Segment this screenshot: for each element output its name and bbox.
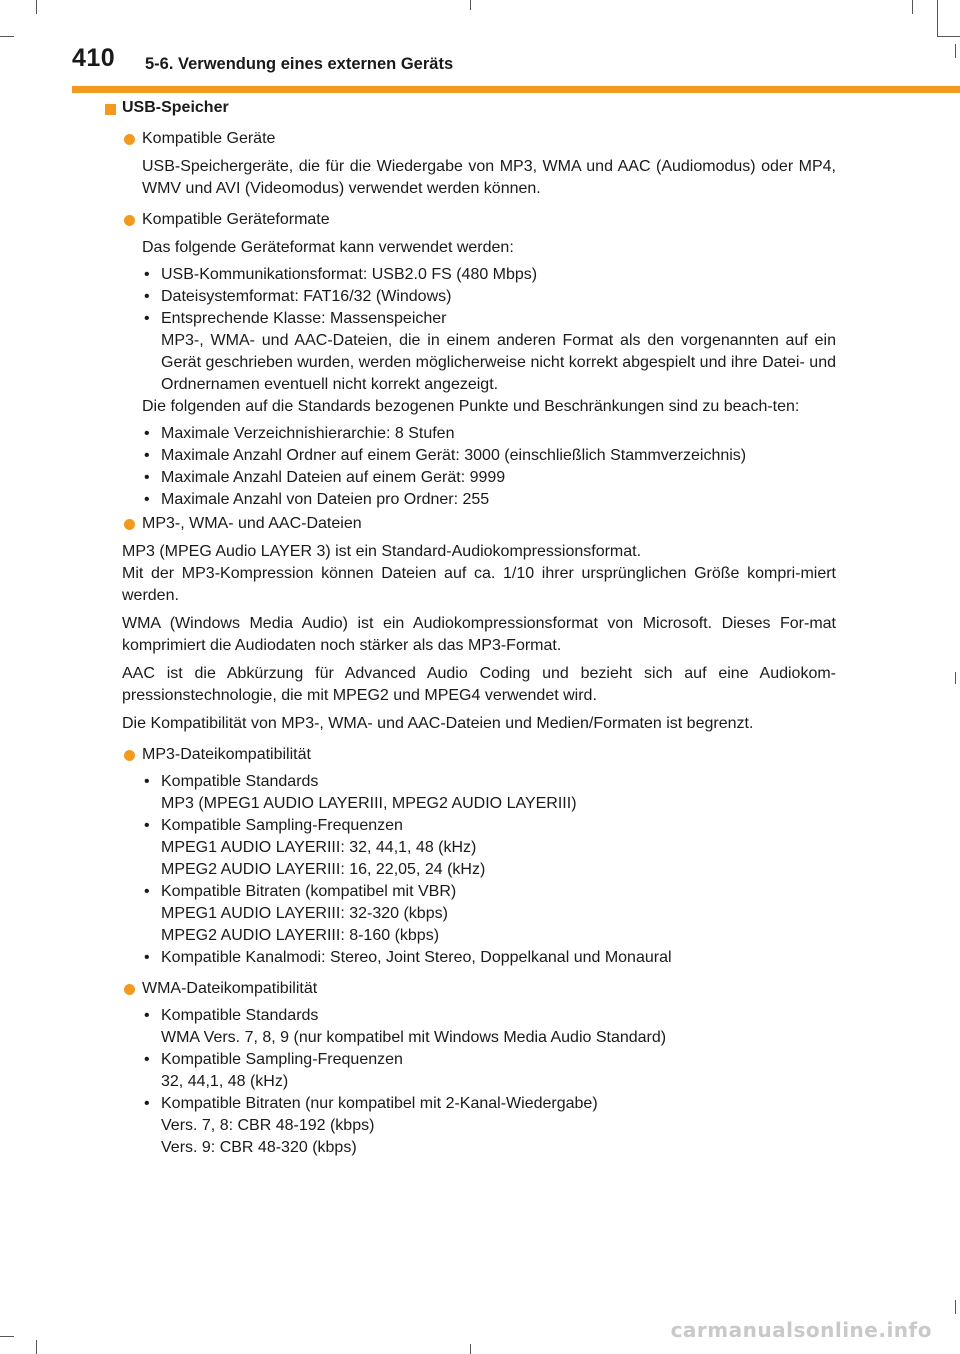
paragraph: MP3 (MPEG Audio LAYER 3) ist ein Standard-Audiokompressionsformat.	[122, 543, 642, 560]
subheading	[0, 209, 960, 231]
square-bullet-icon	[105, 104, 116, 115]
subheading-text: WMA-Dateikompatibilität	[142, 980, 318, 997]
list-item-detail: MPEG1 AUDIO LAYERIII: 32, 44,1, 48 (kHz)	[161, 839, 477, 856]
subheading	[0, 744, 960, 766]
crop-mark	[937, 0, 938, 36]
section-heading-text: USB-Speicher	[122, 99, 229, 116]
header-rule	[72, 86, 960, 93]
list-item-label: • Kompatible Standards	[161, 1007, 319, 1024]
list-item	[142, 489, 836, 511]
format-list	[0, 264, 836, 396]
list-item	[142, 815, 836, 881]
paragraph: Die folgenden auf die Standards bezogenen Punkte und Beschränkungen sind zu beach-ten:	[142, 398, 800, 415]
circle-bullet-icon	[124, 519, 135, 530]
list-item-detail: MPEG2 AUDIO LAYERIII: 16, 22,05, 24 (kHz)	[161, 861, 486, 878]
crop-mark	[937, 36, 960, 37]
list-item	[142, 1093, 836, 1159]
list-item-text: Maximale Anzahl Ordner auf einem Gerät: 3000 (einschließlich Stammverzeichnis)	[161, 447, 747, 464]
paragraph: Mit der MP3-Kompression können Dateien auf ca. 1/10 ihrer ursprünglichen Größe kompri-miert werden.	[122, 565, 836, 604]
list-item	[142, 467, 836, 489]
crop-mark	[912, 0, 913, 14]
page-content	[0, 97, 960, 1159]
circle-bullet-icon	[124, 984, 135, 995]
wma-list	[0, 1005, 836, 1159]
paragraph: WMA (Windows Media Audio) ist ein Audiokompressionsformat von Microsoft. Dieses For-mat komprimiert die Audiodaten noch stärker als das MP3-Format.	[122, 615, 836, 654]
page-number: 410	[72, 44, 116, 72]
list-item-text: USB-Kommunikationsformat: USB2.0 FS (480 Mbps)	[161, 266, 538, 283]
list-item-text: Maximale Anzahl von Dateien pro Ordner: 255	[161, 491, 490, 508]
circle-bullet-icon	[124, 750, 135, 761]
list-item-detail: Vers. 9: CBR 48-320 (kbps)	[161, 1139, 357, 1156]
list-item	[142, 771, 836, 815]
list-item-label: • Kompatible Sampling-Frequenzen	[161, 817, 403, 834]
circle-bullet-icon	[124, 134, 135, 145]
list-item-text: Dateisystemformat: FAT16/32 (Windows)	[161, 288, 452, 305]
list-item-detail: Vers. 7, 8: CBR 48-192 (kbps)	[161, 1117, 375, 1134]
list-item-detail: MPEG1 AUDIO LAYERIII: 32-320 (kbps)	[161, 905, 448, 922]
paragraph: Das folgende Geräteformat kann verwendet werden:	[142, 239, 514, 256]
list-item-detail: MPEG2 AUDIO LAYERIII: 8-160 (kbps)	[161, 927, 440, 944]
crop-mark	[0, 36, 14, 37]
crop-mark	[470, 1344, 471, 1354]
list-item-label: • Kompatible Bitraten (nur kompatibel mit 2-Kanal-Wiedergabe)	[161, 1095, 598, 1112]
list-item-label: • Kompatible Standards	[161, 773, 319, 790]
crop-mark	[470, 0, 471, 10]
list-item	[142, 286, 836, 308]
paragraph: USB-Speichergeräte, die für die Wiedergabe von MP3, WMA und AAC (Audiomodus) oder MP4, WMV und AVI (Videomodus) verwendet werden können.	[142, 158, 836, 197]
subheading-text: MP3-Dateikompatibilität	[142, 746, 311, 763]
subheading	[0, 128, 960, 150]
paragraph: Die Kompatibilität von MP3-, WMA- und AAC-Dateien und Medien/Formaten ist begrenzt.	[122, 715, 754, 732]
list-item	[142, 308, 836, 396]
list-item-label: • Kompatible Sampling-Frequenzen	[161, 1051, 403, 1068]
crop-mark	[955, 1300, 956, 1314]
subheading	[0, 978, 960, 1000]
crop-mark	[36, 0, 37, 14]
circle-bullet-icon	[124, 215, 135, 226]
crop-mark	[36, 1340, 37, 1354]
list-item	[142, 881, 836, 947]
watermark-logo: carmanualsonline.info	[670, 1318, 932, 1342]
subheading-text: MP3-, WMA- und AAC-Dateien	[142, 515, 362, 532]
subheading	[0, 513, 960, 535]
paragraph: AAC ist die Abkürzung für Advanced Audio Coding und bezieht sich auf eine Audiokom-pressionstechnologie, die mit MPEG2 und MPEG4 verwendet wird.	[122, 665, 836, 704]
list-item	[142, 264, 836, 286]
subheading-text: Kompatible Geräteformate	[142, 211, 330, 228]
crop-mark	[0, 1336, 14, 1337]
list-item	[142, 1005, 836, 1049]
list-item-note: MP3-, WMA- und AAC-Dateien, die in einem anderen Format als den vorgenannten auf ein Gerät geschrieben wurden, werden möglicherweise nicht korrekt abgespielt und ihre Datei- und Ordnernamen eventuell nicht korrekt angezeigt.	[161, 332, 836, 393]
list-item-label: • Kompatible Bitraten (kompatibel mit VBR)	[161, 883, 457, 900]
list-item-text: Maximale Verzeichnishierarchie: 8 Stufen	[161, 425, 455, 442]
list-item-detail: MP3 (MPEG1 AUDIO LAYERIII, MPEG2 AUDIO LAYERIII)	[161, 795, 577, 812]
list-item-detail: 32, 44,1, 48 (kHz)	[161, 1073, 289, 1090]
mp3-list	[0, 771, 836, 969]
list-item	[142, 423, 836, 445]
crop-mark	[955, 44, 956, 58]
subheading-text: Kompatible Geräte	[142, 130, 276, 147]
limits-list	[0, 423, 836, 511]
list-item	[142, 947, 836, 969]
section-title: 5-6. Verwendung eines externen Geräts	[145, 55, 454, 73]
section-heading	[0, 97, 960, 119]
list-item-text: • Entsprechende Klasse: Massenspeicher	[161, 310, 447, 327]
list-item	[142, 445, 836, 467]
list-item-label: • Kompatible Kanalmodi: Stereo, Joint Stereo, Doppelkanal und Monaural	[161, 949, 672, 966]
list-item-detail: WMA Vers. 7, 8, 9 (nur kompatibel mit Windows Media Audio Standard)	[161, 1029, 667, 1046]
list-item-text: Maximale Anzahl Dateien auf einem Gerät: 9999	[161, 469, 506, 486]
list-item	[142, 1049, 836, 1093]
